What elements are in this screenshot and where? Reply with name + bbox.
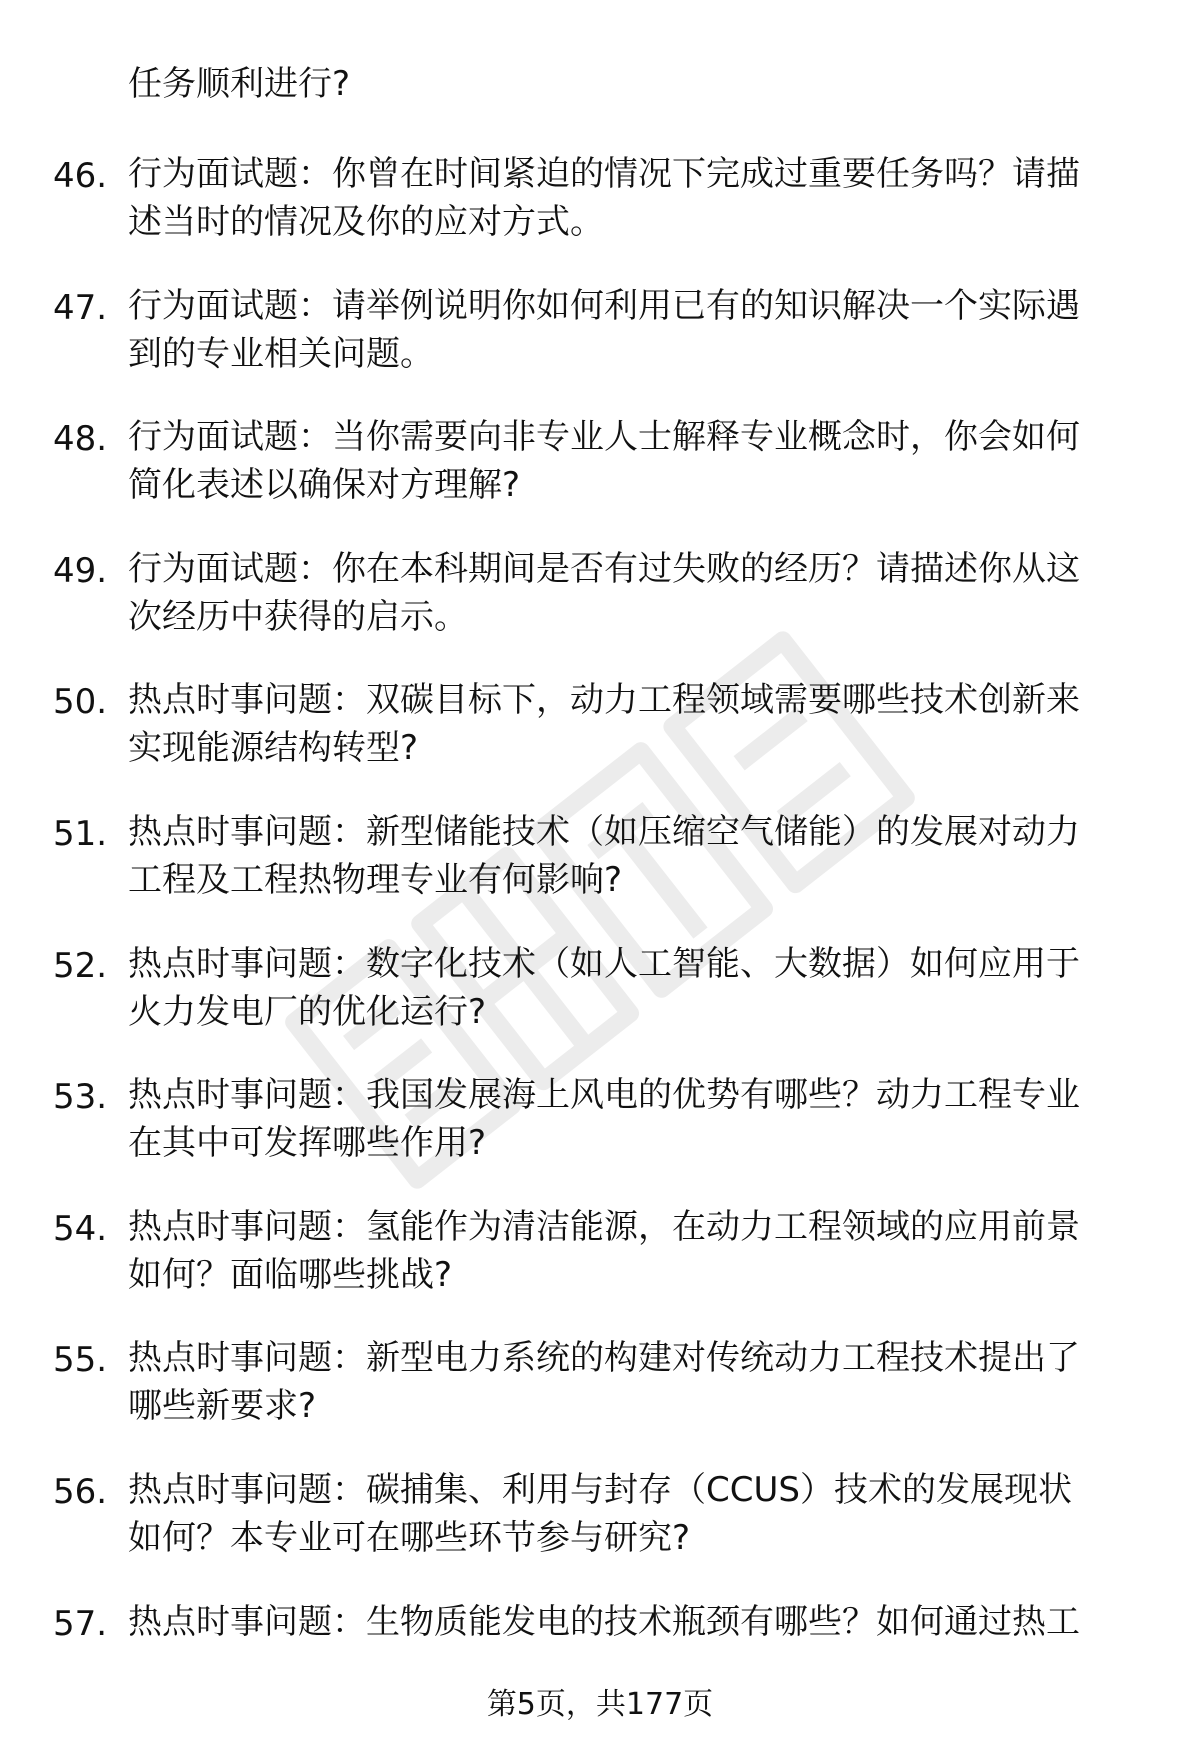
question-item xyxy=(0,1466,1200,1598)
continued-question-text: 任务顺利进行? xyxy=(128,64,351,104)
question-number: 50. xyxy=(53,682,108,723)
question-text-line: 工程及工程热物理专业有何影响? xyxy=(128,859,623,900)
question-text xyxy=(128,940,1138,1036)
question-text-line: 实现能源结构转型? xyxy=(128,728,419,769)
question-text xyxy=(128,1466,1138,1562)
question-text-line: 热点时事问题：双碳目标下，动力工程领域需要哪些技术创新来 xyxy=(128,680,1080,721)
question-item xyxy=(0,150,1200,282)
question-number: 47. xyxy=(53,287,108,328)
question-item xyxy=(0,676,1200,808)
page-footer: 第5页，共177页 xyxy=(486,1687,714,1722)
question-item xyxy=(0,808,1200,940)
question-item xyxy=(0,545,1200,677)
question-text-line: 在其中可发挥哪些作用? xyxy=(128,1123,487,1164)
question-number: 48. xyxy=(53,419,108,460)
question-text xyxy=(128,1071,1138,1167)
question-text-line: 热点时事问题：新型电力系统的构建对传统动力工程技术提出了 xyxy=(128,1338,1080,1379)
question-text-line: 热点时事问题：数字化技术（如人工智能、大数据）如何应用于 xyxy=(128,943,1080,984)
question-item xyxy=(0,1334,1200,1466)
question-text-line: 行为面试题：你曾在时间紧迫的情况下完成过重要任务吗？请描 xyxy=(128,154,1080,194)
question-text xyxy=(128,282,1138,378)
question-text-line: 哪些新要求? xyxy=(128,1386,317,1427)
question-number: 55. xyxy=(53,1340,108,1381)
question-text xyxy=(128,413,1138,509)
question-number: 53. xyxy=(53,1077,108,1118)
question-text-line: 热点时事问题：我国发展海上风电的优势有哪些？动力工程专业 xyxy=(128,1075,1080,1116)
question-text-line: 行为面试题：当你需要向非专业人士解释专业概念时，你会如何 xyxy=(128,417,1080,458)
question-text-line: 热点时事问题：生物质能发电的技术瓶颈有哪些？如何通过热工 xyxy=(128,1601,1080,1642)
question-text xyxy=(128,676,1138,772)
question-item xyxy=(0,1071,1200,1203)
question-text-line: 如何？本专业可在哪些环节参与研究? xyxy=(128,1517,691,1558)
question-number: 49. xyxy=(53,550,108,591)
question-number: 56. xyxy=(53,1471,108,1512)
question-text-line: 如何？面临哪些挑战? xyxy=(128,1254,453,1295)
question-text xyxy=(128,1203,1138,1299)
question-item xyxy=(0,413,1200,545)
question-text xyxy=(128,545,1138,641)
question-text-line: 行为面试题：请举例说明你如何利用已有的知识解决一个实际遇 xyxy=(128,285,1080,326)
question-number: 57. xyxy=(53,1603,108,1644)
question-text-line: 述当时的情况及你的应对方式。 xyxy=(128,202,604,242)
question-text xyxy=(128,808,1138,904)
question-text-line: 简化表述以确保对方理解? xyxy=(128,465,521,506)
question-number: 54. xyxy=(53,1208,108,1249)
question-text-line: 到的专业相关问题。 xyxy=(128,333,434,374)
question-number: 51. xyxy=(53,813,108,854)
question-number: 52. xyxy=(53,945,108,986)
question-text xyxy=(128,150,1138,246)
question-list xyxy=(0,150,1200,1729)
question-text-line: 热点时事问题：碳捕集、利用与封存（CCUS）技术的发展现状 xyxy=(128,1469,1072,1510)
question-text xyxy=(128,1334,1138,1430)
question-text-line: 次经历中获得的启示。 xyxy=(128,596,468,637)
question-text-line: 行为面试题：你在本科期间是否有过失败的经历？请描述你从这 xyxy=(128,548,1080,589)
question-item xyxy=(0,1203,1200,1335)
question-number: 46. xyxy=(53,156,108,196)
question-item xyxy=(0,282,1200,414)
question-item xyxy=(0,940,1200,1072)
question-text-line: 热点时事问题：氢能作为清洁能源，在动力工程领域的应用前景 xyxy=(128,1206,1080,1247)
question-text xyxy=(128,1598,1138,1646)
question-text-line: 火力发电厂的优化运行? xyxy=(128,991,487,1032)
question-text-line: 热点时事问题：新型储能技术（如压缩空气储能）的发展对动力 xyxy=(128,811,1080,852)
